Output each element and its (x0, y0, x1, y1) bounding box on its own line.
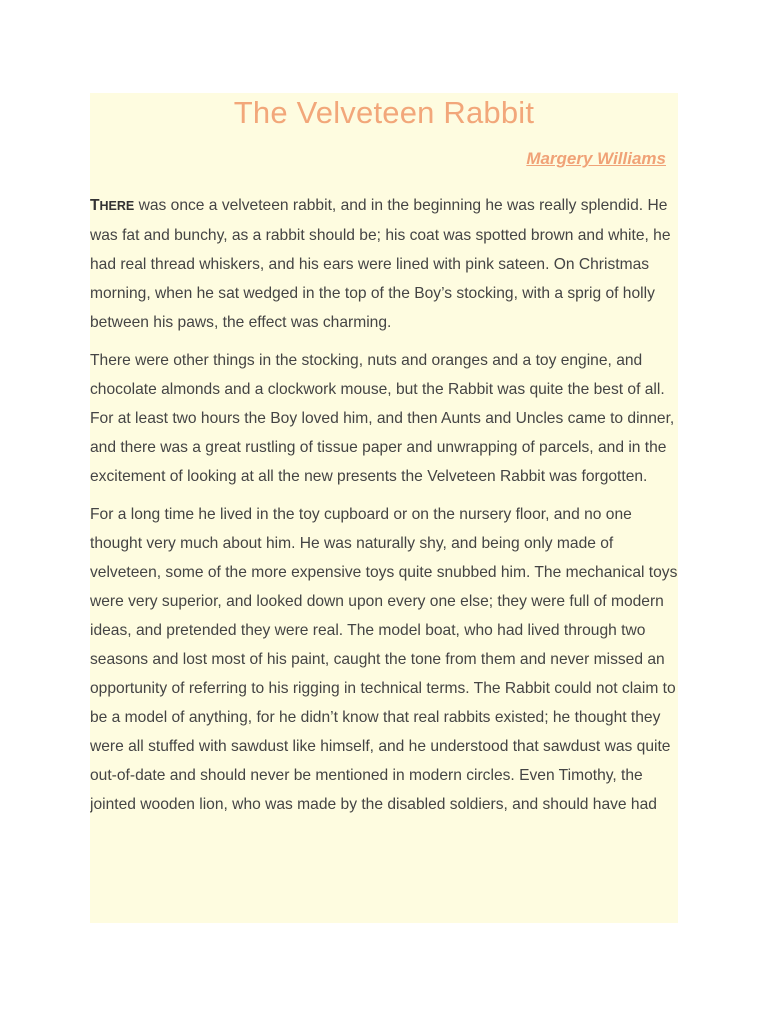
paragraph-3: For a long time he lived in the toy cupboard or on the nursery floor, and no one thought very much about him. He was naturally shy, and being only made of velveteen, some of the more expensive toys quite snubbed him. The mechanical toys were very superior, and looked down upon every one else; they were full of modern ideas, and pretended they were real. The model boat, who had lived through two seasons and lost most of his paint, caught the tone from them and never missed an opportunity of referring to his rigging in technical terms. The Rabbit could not claim to be a model of anything, for he didn’t know that real rabbits existed; he thought they were all stuffed with sawdust like himself, and he understood that sawdust was quite out-of-date and should never be mentioned in modern circles. Even Timothy, the jointed wooden lion, who was made by the disabled soldiers, and should have had (90, 506, 678, 813)
paragraph-1-text: was once a velveteen rabbit, and in the beginning he was really splendid. He was fat and bunchy, as a rabbit should be; his coat was spotted brown and white, he had real thread whiskers, and his ears were lined with pink sateen. On Christmas morning, when he sat wedged in the top of the Boy’s stocking, with a sprig of holly between his paws, the effect was charming. (90, 197, 671, 331)
lead-initial: T (90, 197, 100, 214)
lead-smallcaps: HERE (99, 199, 135, 213)
paragraph-2: There were other things in the stocking, nuts and oranges and a toy engine, and chocolate almonds and a clockwork mouse, but the Rabbit was quite the best of all. For at least two hours the Boy loved him, and then Aunts and Uncles came to dinner, and there was a great rustling of tissue paper and unwrapping of parcels, and in the excitement of looking at all the new presents the Velveteen Rabbit was forgotten. (90, 352, 675, 485)
author-link[interactable]: Margery Williams (526, 149, 666, 168)
page-title: The Velveteen Rabbit (233, 95, 535, 130)
document-panel (90, 93, 678, 923)
paragraph-1 (90, 191, 678, 337)
author-line (90, 148, 678, 171)
